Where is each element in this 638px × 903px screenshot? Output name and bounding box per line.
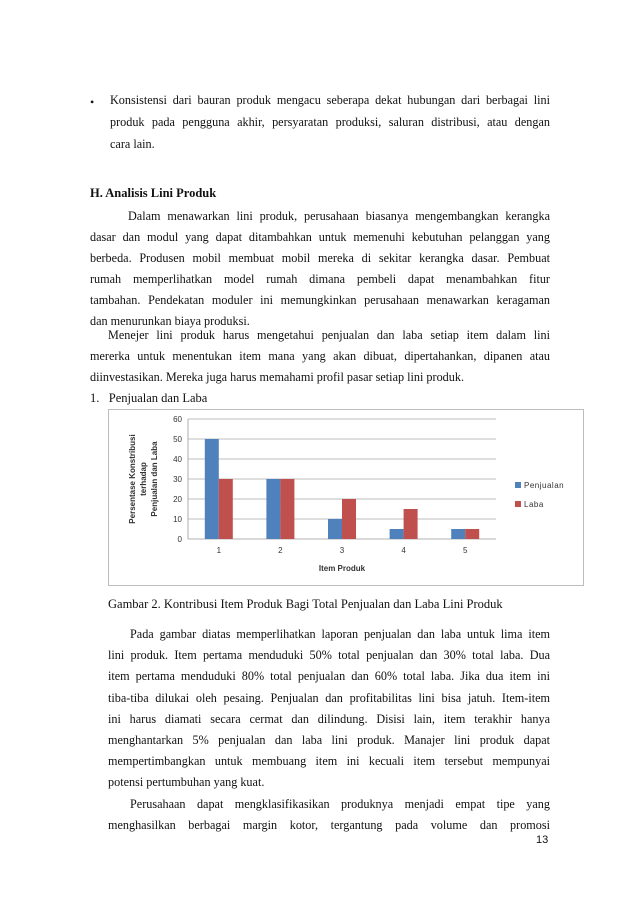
bar-penjualan-5 — [451, 529, 465, 539]
paragraph-line: lini produk. Item pertama menduduki 50% total penjualan dan 30% total laba. Dua — [108, 648, 550, 663]
paragraph-line: dan menurunkan biaya produksi. — [90, 314, 250, 328]
bar-penjualan-2 — [266, 479, 280, 539]
x-tick-label: 5 — [462, 546, 468, 555]
y-tick-label: 60 — [173, 415, 182, 424]
paragraph-line: Perusahaan dapat mengklasifikasikan produknya menjadi empat tipe yang — [130, 796, 550, 811]
bar-laba-4 — [404, 509, 418, 539]
x-tick-label: 2 — [278, 546, 283, 555]
x-tick-label: 4 — [401, 546, 406, 555]
section-heading: H. Analisis Lini Produk — [90, 186, 217, 200]
bullet-symbol: • — [90, 95, 95, 109]
y-tick-label: 20 — [173, 495, 182, 504]
bar-penjualan-1 — [205, 439, 219, 539]
paragraph-line: berbeda. Produsen mobil membuat mobil mereka di sekitar kerangka dasar. Pembuat — [90, 251, 550, 265]
bullet-line: Konsistensi dari bauran produk mengacu seberapa dekat hubungan dari berbagai lini — [110, 93, 550, 107]
bar-laba-2 — [280, 479, 294, 539]
paragraph-line: dasar dan modul yang dapat ditambahkan untuk memenuhi kebutuhan pelanggan yang — [90, 230, 550, 244]
paragraph-1 — [90, 206, 550, 332]
list-item-title: 1. Penjualan dan Laba — [90, 391, 208, 405]
y-axis-label-line: terhadap — [139, 462, 148, 496]
y-tick-label: 50 — [173, 435, 182, 444]
bullet-line: cara lain. — [110, 137, 155, 151]
bar-laba-5 — [465, 529, 479, 539]
paragraph-line: mererka untuk menentukan item mana yang akan dibuat, dipertahankan, dipanen atau — [90, 349, 550, 363]
bar-laba-3 — [342, 499, 356, 539]
paragraph-2 — [90, 325, 550, 388]
paragraph-line: ini harus diamati secara cermat dan dilindung. Disisi lain, item terakhir hanya — [108, 711, 550, 726]
y-axis-label-line: Persentase Konstribusi — [128, 434, 137, 524]
y-tick-label: 10 — [173, 515, 182, 524]
x-tick-label: 1 — [216, 546, 222, 555]
x-tick-label: 3 — [339, 546, 345, 555]
bar-chart — [109, 410, 583, 585]
bar-penjualan-3 — [328, 519, 342, 539]
y-tick-label: 30 — [173, 475, 182, 484]
y-tick-label: 0 — [177, 535, 182, 544]
paragraph-line: Pada gambar diatas memperlihatkan laporan penjualan dan laba untuk lima item — [130, 627, 550, 641]
chart-container — [108, 409, 584, 586]
paragraph-line: Menejer lini produk harus mengetahui penjualan dan laba setiap item dalam lini — [108, 328, 550, 342]
legend-label-penjualan: Penjualan — [524, 481, 565, 490]
x-axis-label: Item Produk — [318, 564, 366, 573]
y-tick-label: 40 — [173, 455, 182, 464]
legend-swatch-laba — [515, 501, 521, 507]
page-number: 13 — [536, 834, 549, 846]
paragraph-line: mempertimbangkan untuk membuang item ini kecuali item tersebut mempunyai — [108, 754, 550, 769]
paragraph-3 — [108, 624, 550, 836]
legend-swatch-penjualan — [515, 482, 521, 488]
paragraph-line: menghasilkan berbagai margin kotor, tergantung pada volume dan promosi — [108, 817, 550, 832]
y-axis-label-line: Penjualan dan Laba — [150, 441, 159, 517]
bar-laba-1 — [219, 479, 233, 539]
paragraph-line: tiba-tiba dilukai oleh pesaing. Penjualan dan profitabilitas lini bisa jatuh. Item-item — [108, 690, 550, 705]
paragraph-line: item pertama menduduki 80% total penjualan dan 60% total laba. Jika dua item ini — [108, 669, 550, 684]
paragraph-line: tambahan. Pendekatan moduler ini memungkinkan perusahaan menawarkan keragaman — [90, 293, 550, 307]
paragraph-line: rumah memperlihatkan model rumah dimana pembeli dapat menambahkan fitur — [90, 272, 550, 286]
legend-label-laba: Laba — [524, 500, 544, 509]
bullet-paragraph — [110, 89, 550, 155]
figure-caption: Gambar 2. Kontribusi Item Produk Bagi Total Penjualan dan Laba Lini Produk — [108, 597, 503, 611]
bar-penjualan-4 — [390, 529, 404, 539]
paragraph-line: potensi pertumbuhan yang kuat. — [108, 775, 265, 790]
paragraph-line: Dalam menawarkan lini produk, perusahaan biasanya mengembangkan kerangka — [128, 209, 550, 223]
paragraph-line: diinvestasikan. Mereka juga harus memahami profil pasar setiap lini produk. — [90, 370, 464, 384]
bullet-line: produk pada pengguna akhir, persyaratan produksi, saluran distribusi, atau dengan — [110, 115, 550, 129]
paragraph-line: menghantarkan 5% penjualan dan laba lini produk. Manajer lini produk dapat — [108, 733, 550, 748]
